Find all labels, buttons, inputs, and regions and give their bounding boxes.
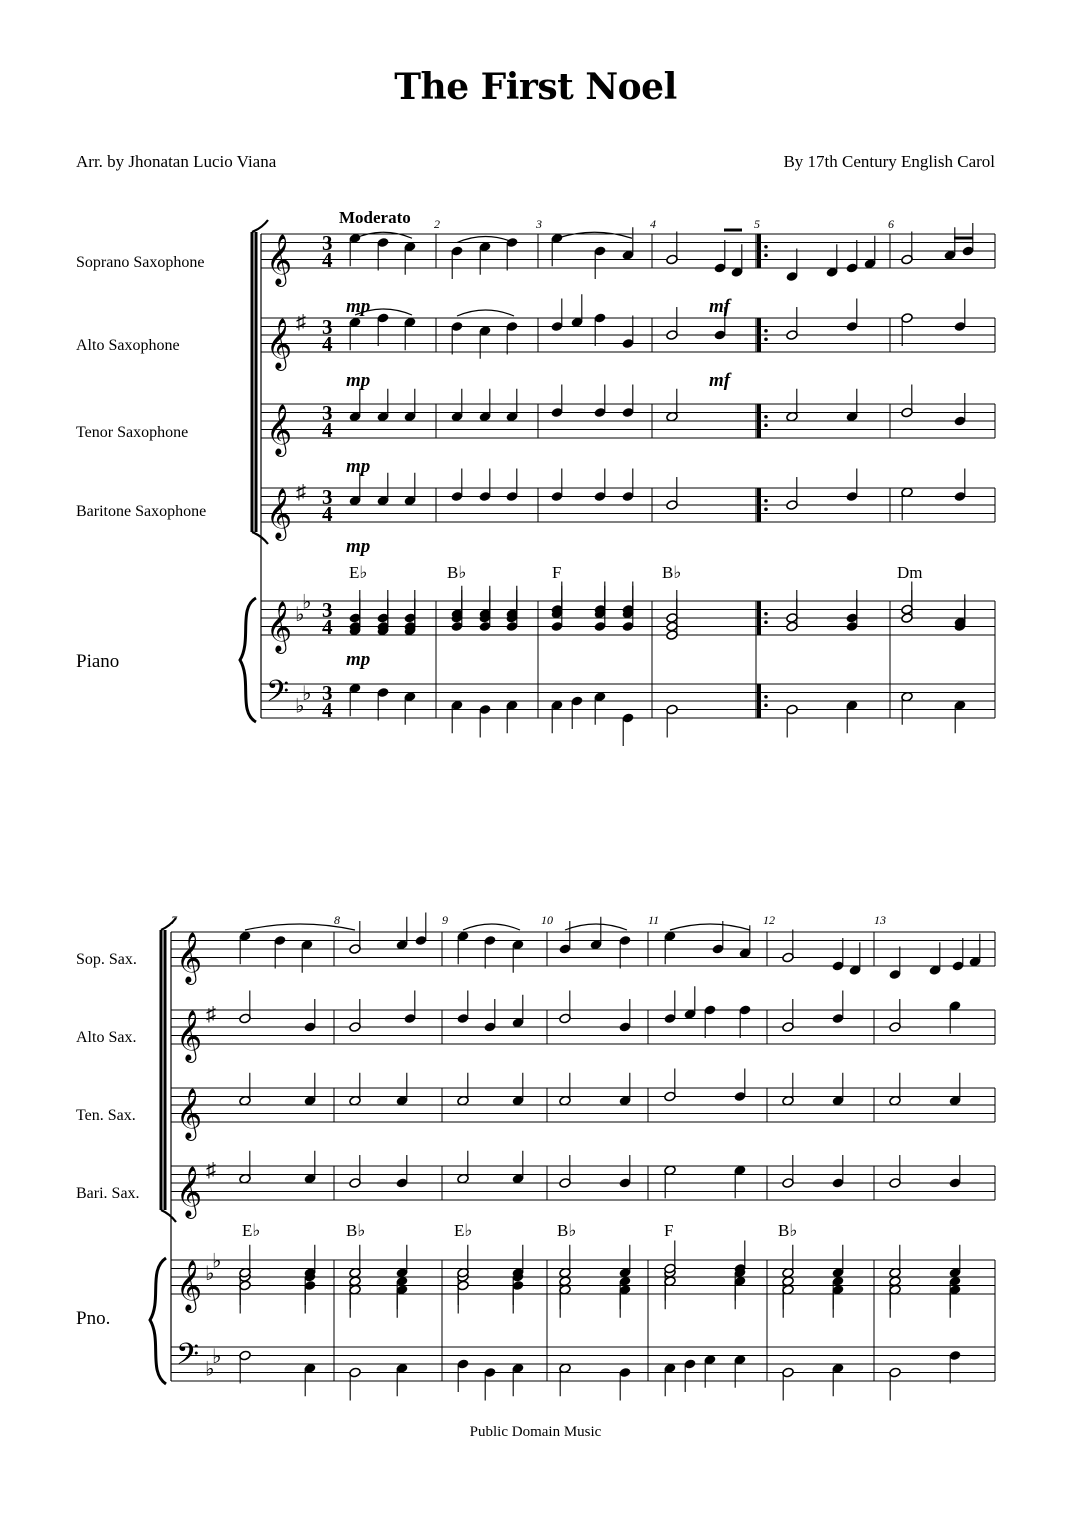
instrument-label-alto-short: Alto Sax. (76, 1029, 137, 1046)
flat-icon: ♭ (295, 604, 305, 626)
repeat-sign-icon (764, 415, 768, 419)
repeat-sign-icon (764, 507, 768, 511)
measure-number: 8 (334, 913, 340, 927)
time-signature-numerator: 3 (322, 231, 333, 255)
time-signature-numerator: 3 (322, 485, 333, 509)
bass-clef-icon: 𝄢 (176, 1338, 200, 1378)
bracket-icon (161, 930, 165, 1210)
composer-credit: By 17th Century English Carol (783, 152, 995, 171)
repeat-sign-icon (764, 423, 768, 427)
slur (457, 310, 514, 316)
slur (557, 232, 632, 238)
dynamic-mp: mp (346, 456, 371, 477)
chord-symbol: E♭ (454, 1221, 473, 1240)
measure-number: 9 (442, 913, 448, 927)
instrument-label-piano: Piano (76, 651, 120, 672)
repeat-sign-icon (764, 703, 768, 707)
instrument-label-alto: Alto Saxophone (76, 337, 180, 354)
slur (670, 924, 750, 930)
instrument-label-soprano: Soprano Saxophone (76, 254, 205, 271)
chord-symbol: F (664, 1221, 674, 1240)
time-signature-denominator: 4 (322, 248, 333, 272)
chord-symbol: Dm (897, 563, 923, 582)
repeat-sign-icon (764, 329, 768, 333)
time-signature-numerator: 3 (322, 315, 333, 339)
treble-clef-icon: 𝄞 (176, 1261, 203, 1310)
treble-clef-icon: 𝄞 (266, 489, 293, 538)
instrument-label-soprano-short: Sop. Sax. (76, 951, 137, 968)
sharp-icon: ♯ (296, 481, 306, 504)
treble-clef-icon: 𝄞 (176, 1089, 203, 1138)
chord-symbol: B♭ (662, 563, 682, 582)
slur (457, 237, 514, 243)
sharp-icon: ♯ (296, 311, 306, 334)
slur (355, 232, 412, 238)
treble-clef-icon: 𝄞 (266, 405, 293, 454)
flat-icon: ♭ (212, 1345, 222, 1368)
dynamic-mp: mp (346, 296, 371, 317)
brace-icon (150, 1258, 166, 1384)
brace-icon (240, 598, 256, 722)
flat-icon: ♭ (205, 1263, 215, 1285)
flat-icon: ♭ (212, 1250, 222, 1273)
time-signature-denominator: 4 (322, 615, 333, 639)
chord-symbol: B♭ (346, 1221, 366, 1240)
measure-number: 13 (874, 913, 886, 927)
sharp-icon: ♯ (206, 1003, 216, 1026)
time-signature-numerator: 3 (322, 681, 333, 705)
time-signature-denominator: 4 (322, 502, 333, 526)
dynamic-mf: mf (709, 296, 731, 317)
repeat-sign-icon (764, 499, 768, 503)
treble-clef-icon: 𝄞 (176, 1167, 203, 1216)
dynamic-mp: mp (346, 649, 371, 670)
instrument-label-baritone: Baritone Saxophone (76, 503, 207, 520)
treble-clef-icon: 𝄞 (266, 602, 293, 651)
treble-clef-icon: 𝄞 (176, 933, 203, 982)
instrument-label-piano-short: Pno. (76, 1308, 111, 1329)
chord-symbol: B♭ (778, 1221, 798, 1240)
chord-symbol: E♭ (242, 1221, 261, 1240)
time-signature-denominator: 4 (322, 418, 333, 442)
bass-clef-icon: 𝄢 (266, 675, 290, 715)
flat-icon: ♭ (302, 682, 312, 705)
measure-number: 5 (754, 217, 760, 231)
measure-number: 6 (888, 217, 894, 231)
measure-number: 3 (536, 217, 542, 231)
repeat-sign-icon (764, 695, 768, 699)
treble-clef-icon: 𝄞 (266, 235, 293, 284)
chord-symbol: F (552, 563, 562, 582)
chord-symbol: B♭ (557, 1221, 577, 1240)
measure-number: 4 (650, 217, 656, 231)
score-title: The First Noel (394, 66, 677, 108)
treble-clef-icon: 𝄞 (266, 319, 293, 368)
measure-number: 10 (541, 913, 553, 927)
tempo-marking: Moderato (339, 208, 411, 227)
bracket-icon (252, 232, 256, 532)
flat-icon: ♭ (295, 695, 305, 718)
slur (565, 924, 627, 930)
treble-clef-icon: 𝄞 (176, 1011, 203, 1060)
repeat-sign-icon (764, 337, 768, 341)
footer-copyright: Public Domain Music (469, 1424, 602, 1440)
time-signature-denominator: 4 (322, 698, 333, 722)
repeat-sign-icon (764, 253, 768, 257)
measure-number: 12 (763, 913, 775, 927)
chord-symbol: E♭ (349, 563, 368, 582)
instrument-label-baritone-short: Bari. Sax. (76, 1185, 140, 1202)
sharp-icon: ♯ (206, 1159, 216, 1182)
time-signature-numerator: 3 (322, 401, 333, 425)
repeat-sign-icon (764, 612, 768, 616)
measure-number: 11 (648, 913, 660, 927)
flat-icon: ♭ (302, 591, 312, 614)
time-signature-denominator: 4 (322, 332, 333, 356)
time-signature-numerator: 3 (322, 598, 333, 622)
bracket-icon (161, 918, 176, 1222)
measure-number: 7 (171, 913, 177, 927)
instrument-label-tenor-short: Ten. Sax. (76, 1107, 136, 1124)
dynamic-mp: mp (346, 536, 371, 557)
flat-icon: ♭ (205, 1358, 215, 1381)
dynamic-mf: mf (709, 370, 731, 391)
repeat-sign-icon (764, 245, 768, 249)
instrument-label-tenor: Tenor Saxophone (76, 424, 189, 441)
chord-symbol: B♭ (447, 563, 467, 582)
repeat-sign-icon (764, 620, 768, 624)
measure-number: 2 (434, 217, 440, 231)
arranger-credit: Arr. by Jhonatan Lucio Viana (76, 152, 277, 171)
slur (463, 924, 520, 930)
dynamic-mp: mp (346, 370, 371, 391)
